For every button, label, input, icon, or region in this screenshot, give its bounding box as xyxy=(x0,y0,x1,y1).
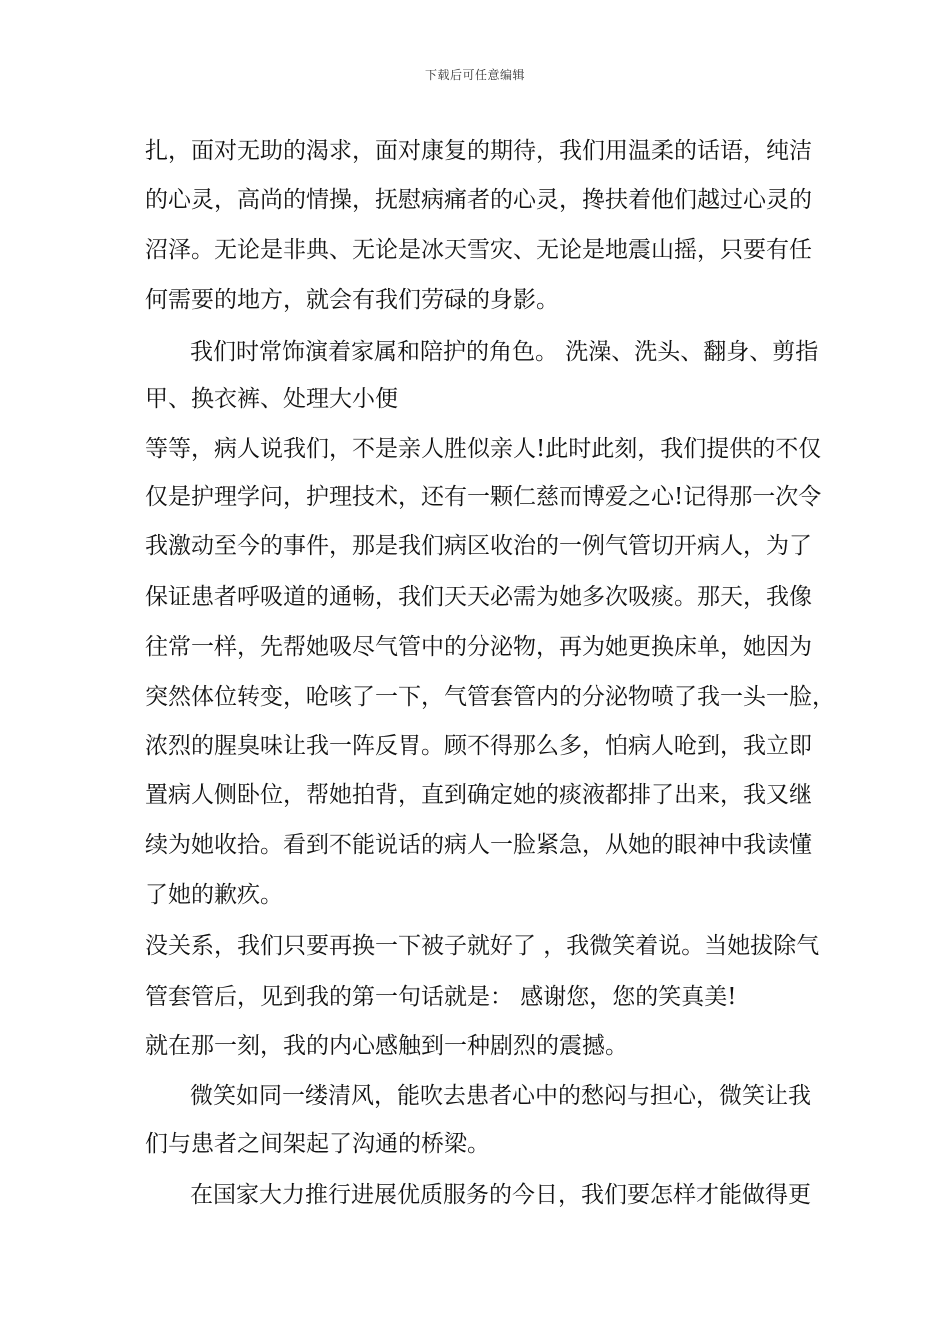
text-line: 等等，病人说我们，不是亲人胜似亲人!此时此刻，我们提供的不仅 xyxy=(145,436,822,462)
text-line: 的心灵，高尚的情操，抚慰病痛者的心灵，搀扶着他们越过心灵的 xyxy=(145,187,812,213)
text-line: 在国家大力推行进展优质服务的今日，我们要怎样才能做得更 xyxy=(190,1182,811,1208)
text-line: 就在那一刻，我的内心感触到一种剧烈的震撼。 xyxy=(145,1033,628,1059)
text-line: 浓烈的腥臭味让我一阵反胃。顾不得那么多，怕病人呛到，我立即 xyxy=(145,733,812,759)
text-line: 们与患者之间架起了沟通的桥梁。 xyxy=(145,1131,490,1157)
text-line: 没关系，我们只要再换一下被子就好了 ，我微笑着说。当她拔除气 xyxy=(145,933,820,959)
text-line: 仅是护理学问，护理技术，还有一颗仁慈而博爱之心!记得那一次令 xyxy=(145,484,822,510)
text-line: 我们时常饰演着家属和陪护的角色。 洗澡、洗头、翻身、剪指 xyxy=(190,339,819,365)
text-line: 续为她收拾。看到不能说话的病人一脸紧急，从她的眼神中我读懂 xyxy=(145,832,812,858)
text-line: 往常一样，先帮她吸尽气管中的分泌物，再为她更换床单，她因为 xyxy=(145,634,812,660)
text-line: 突然体位转变，呛咳了一下，气管套管内的分泌物喷了我一头一脸， xyxy=(145,684,835,710)
page-header: 下载后可任意编辑 xyxy=(424,68,525,82)
text-line: 管套管后，见到我的第一句话就是： 感谢您，您的笑真美! xyxy=(145,984,737,1010)
text-line: 我激动至今的事件，那是我们病区收治的一例气管切开病人，为了 xyxy=(145,533,812,559)
text-line: 微笑如同一缕清风，能吹去患者心中的愁闷与担心，微笑让我 xyxy=(190,1083,811,1109)
text-line: 甲、换衣裤、处理大小便 xyxy=(145,386,398,412)
text-line: 保证患者呼吸道的通畅，我们天天必需为她多次吸痰。那天，我像 xyxy=(145,584,812,610)
text-line: 何需要的地方，就会有我们劳碌的身影。 xyxy=(145,287,559,313)
text-line: 置病人侧卧位，帮她拍背，直到确定她的痰液都排了出来，我又继 xyxy=(145,782,812,808)
text-line: 沼泽。无论是非典、无论是冰天雪灾、无论是地震山摇，只要有任 xyxy=(145,237,812,263)
text-line: 了她的歉疚。 xyxy=(145,882,283,908)
text-line: 扎，面对无助的渴求，面对康复的期待，我们用温柔的话语，纯洁 xyxy=(145,138,812,164)
